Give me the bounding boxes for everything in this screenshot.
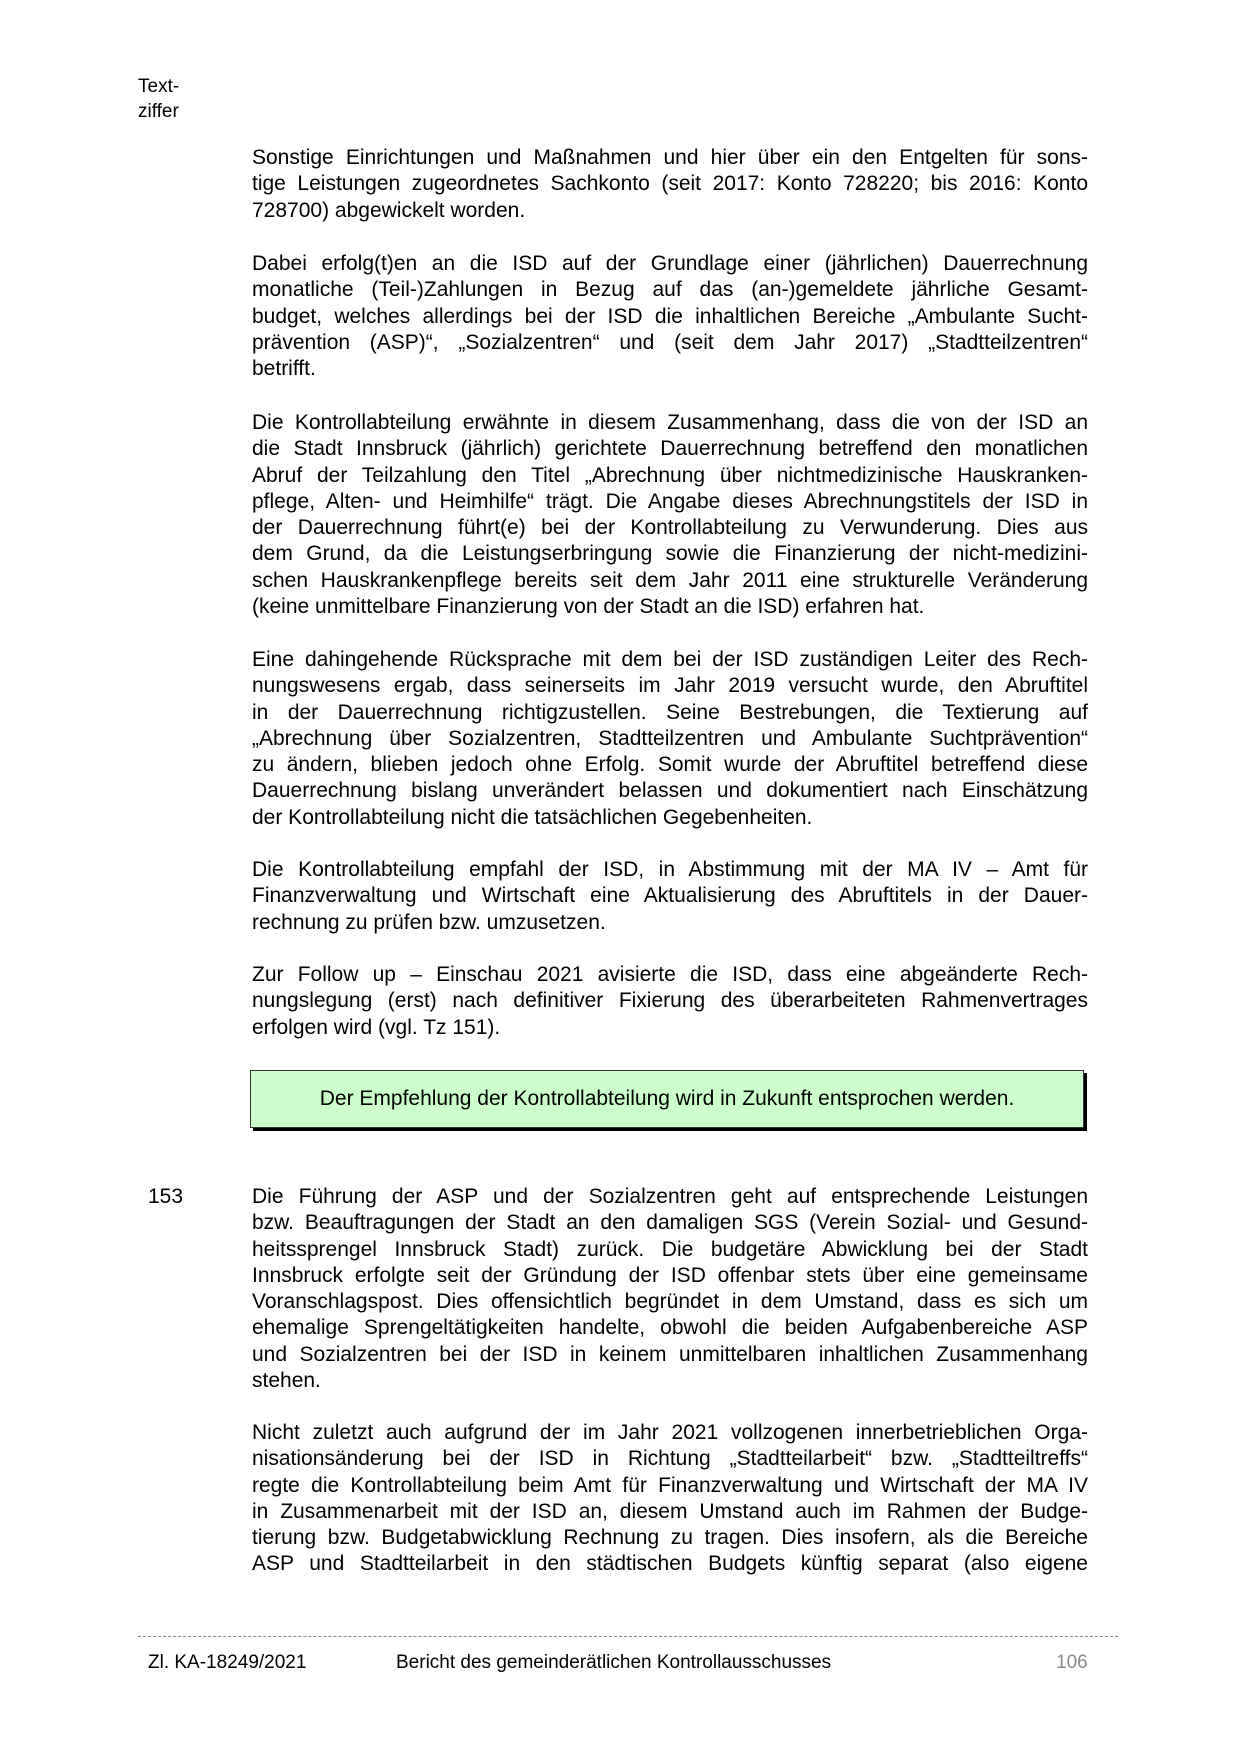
text-line: (keine unmittelbare Finanzierung von der Stadt an die ISD) erfahren hat. [252,595,925,619]
text-line: bzw. Beauftragungen der Stadt an den damaligen SGS (Verein Sozial- und Gesund- [252,1211,1088,1235]
footer-divider [138,1636,1118,1637]
margin-label-line-1: Text- [138,76,180,97]
paragraph [252,251,1088,382]
text-line: prävention (ASP)“, „Sozialzentren“ und (seit dem Jahr 2017) „Stadtteilzentren“ [252,330,1088,354]
text-line: dem Grund, da die Leistungserbringung sowie die Finanzierung der nicht-medizini- [252,542,1088,566]
paragraph [252,145,1088,224]
recommendation-box [250,1070,1084,1128]
text-line: Finanzverwaltung und Wirtschaft eine Aktualisierung des Abruftitels in der Dauer- [252,884,1088,908]
paragraph [252,857,1088,936]
text-line: in Zusammenarbeit mit der ISD an, diesem Umstand auch im Rahmen der Budge- [252,1499,1088,1523]
recommendation-text: Der Empfehlung der Kontrollabteilung wird in Zukunft entsprochen werden. [319,1087,1015,1110]
text-line: tige Leistungen zugeordnetes Sachkonto (seit 2017: Konto 728220; bis 2016: Konto [252,172,1088,196]
paragraph [252,410,1088,620]
text-line: zu ändern, blieben jedoch ohne Erfolg. Somit wurde der Abruftitel betreffend diese [252,753,1088,777]
text-line: nungswesens ergab, dass seinerseits im Jahr 2019 versucht wurde, den Abruftitel [252,674,1088,698]
text-line: der Dauerrechnung führt(e) bei der Kontrollabteilung zu Verwunderung. Dies aus [252,516,1088,540]
text-line: Zur Follow up – Einschau 2021 avisierte die ISD, dass eine abgeänderte Rech- [252,963,1088,986]
text-line: Dabei erfolg(t)en an die ISD auf der Grundlage einer (jährlichen) Dauerrechnung [252,252,1088,275]
text-line: Die Kontrollabteilung erwähnte in diesem Zusammenhang, dass die von der ISD an [252,411,1088,434]
text-line: monatliche (Teil-)Zahlungen in Bezug auf das (an-)gemeldete jährliche Gesamt- [252,278,1088,302]
text-line: Nicht zuletzt auch aufgrund der im Jahr 2021 vollzogenen innerbetrieblichen Orga- [252,1421,1088,1444]
text-line: Die Führung der ASP und der Sozialzentren geht auf entsprechende Leistungen [252,1185,1088,1208]
text-line: in der Dauerrechnung richtigzustellen. Seine Bestrebungen, die Textierung auf [252,700,1088,724]
text-line: Sonstige Einrichtungen und Maßnahmen und hier über ein den Entgelten für sons- [252,146,1088,169]
text-line: Voranschlagspost. Dies offensichtlich begründet in dem Umstand, dass es sich um [252,1290,1088,1314]
text-line: betrifft. [252,357,316,381]
text-line: ASP und Stadtteilarbeit in den städtischen Budgets künftig separat (also eigene [252,1552,1088,1576]
text-line: nisationsänderung bei der ISD in Richtung „Stadtteilarbeit“ bzw. „Stadtteiltreffs“ [252,1447,1088,1471]
paragraph [252,1184,1088,1394]
text-line: budget, welches allerdings bei der ISD die inhaltlichen Bereiche „Ambulante Sucht- [252,304,1088,328]
paragraph [252,962,1088,1041]
text-line: und Sozialzentren bei der ISD in keinem unmittelbaren inhaltlichen Zusammenhang [252,1342,1088,1366]
text-line: stehen. [252,1369,321,1393]
text-line: pflege, Alten- und Heimhilfe“ trägt. Die Angabe dieses Abrechnungstitels der ISD in [252,489,1088,513]
text-line: die Stadt Innsbruck (jährlich) gerichtete Dauerrechnung betreffend den monatlichen [252,437,1088,461]
paragraph [252,1420,1088,1578]
text-line: Dauerrechnung bislang unverändert belassen und dokumentiert nach Einschätzung [252,779,1088,803]
text-line: tierung bzw. Budgetabwicklung Rechnung zu tragen. Dies insofern, als die Bereiche [252,1526,1088,1550]
paragraph [252,647,1088,831]
text-line: Abruf der Teilzahlung den Titel „Abrechnung über nichtmedizinische Hauskranken- [252,463,1088,487]
text-line: 728700) abgewickelt worden. [252,198,526,222]
text-line: Innsbruck erfolgte seit der Gründung der ISD offenbar stets über eine gemeinsame [252,1263,1088,1287]
text-line: nungslegung (erst) nach definitiver Fixierung des überarbeiteten Rahmenvertrages [252,989,1088,1013]
text-line: „Abrechnung über Sozialzentren, Stadtteilzentren und Ambulante Suchtprävention“ [252,726,1088,750]
text-line: ehemalige Sprengeltätigkeiten handelte, obwohl die beiden Aufgabenbereiche ASP [252,1316,1088,1340]
text-line: Die Kontrollabteilung empfahl der ISD, in Abstimmung mit der MA IV – Amt für [252,858,1088,881]
text-line: Eine dahingehende Rücksprache mit dem bei der ISD zuständigen Leiter des Rech- [252,648,1088,671]
margin-label-line-2: ziffer [138,101,179,122]
page-number: 106 [1056,1652,1088,1673]
footer-title: Bericht des gemeinderätlichen Kontrollausschusses [396,1652,832,1673]
text-line: rechnung zu prüfen bzw. umzusetzen. [252,910,606,934]
text-line: regte die Kontrollabteilung beim Amt für Finanzverwaltung und Wirtschaft der MA IV [252,1473,1088,1497]
text-line: erfolgen wird (vgl. Tz 151). [252,1015,501,1039]
text-line: schen Hauskrankenpflege bereits seit dem Jahr 2011 eine strukturelle Veränderung [252,568,1088,592]
text-line: heitssprengel Innsbruck Stadt) zurück. Die budgetäre Abwicklung bei der Stadt [252,1237,1088,1261]
textziffer-number: 153 [148,1185,184,1208]
footer-reference: Zl. KA-18249/2021 [148,1652,307,1673]
textziffer-column-label [138,74,179,124]
text-line: der Kontrollabteilung nicht die tatsächlichen Gegebenheiten. [252,805,813,829]
